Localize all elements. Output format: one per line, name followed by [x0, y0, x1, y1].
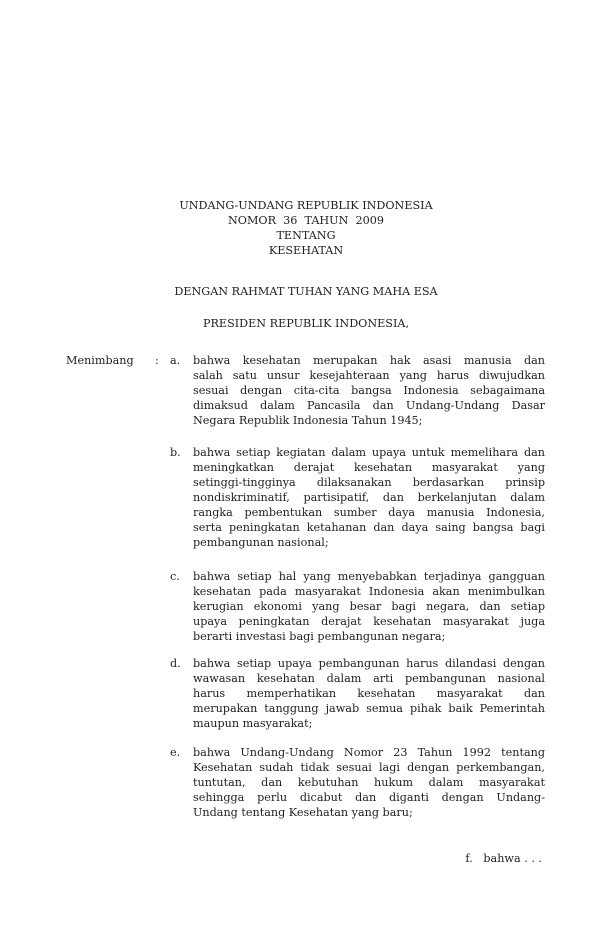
law-subject-line: KESEHATAN — [268, 244, 344, 257]
text-line: dimaksud dalam Pancasila dan Undang-Undang Dasar — [193, 399, 545, 412]
text-line: merupakan tanggung jawab semua pihak baik Pemerintah — [193, 702, 545, 715]
text-line: wawasan kesehatan dalam arti pembangunan nasional — [193, 672, 545, 685]
text-line: setinggi-tingginya dilaksanakan berdasarkan prinsip — [193, 476, 545, 489]
text-line: harus memperhatikan kesehatan masyarakat dan — [193, 687, 545, 700]
consideration-item-b — [170, 445, 545, 550]
text-line: bahwa Undang-Undang Nomor 23 Tahun 1992 tentang — [193, 746, 545, 759]
text-line: Kesehatan sudah tidak sesuai lagi dengan perkembangan, — [193, 761, 545, 774]
item-text — [193, 569, 545, 644]
text-line: salah satu unsur kesejahteraan yang harus diwujudkan — [193, 369, 545, 382]
item-text — [193, 445, 545, 550]
invocation: DENGAN RAHMAT TUHAN YANG MAHA ESA — [174, 285, 438, 298]
item-letter: c. — [170, 570, 180, 583]
page-continuation: f. bahwa . . . — [465, 852, 542, 865]
item-text — [193, 745, 545, 820]
text-line: kerugian ekonomi yang besar bagi negara, dan setiap — [193, 600, 545, 613]
text-line: pembangunan nasional; — [193, 536, 329, 549]
law-title-line: UNDANG-UNDANG REPUBLIK INDONESIA — [179, 199, 433, 212]
consideration-item-c — [170, 569, 545, 644]
text-line: meningkatkan derajat kesehatan masyarakat yang — [193, 461, 545, 474]
law-about-line: TENTANG — [276, 229, 336, 242]
text-line: maupun masyarakat; — [193, 717, 313, 730]
item-letter: d. — [170, 657, 181, 670]
text-line: rangka pembentukan sumber daya manusia Indonesia, — [193, 506, 545, 519]
menimbang-label: Menimbang — [66, 354, 134, 367]
item-letter: e. — [170, 746, 181, 759]
text-line: upaya peningkatan derajat kesehatan masyarakat juga — [193, 615, 545, 628]
item-text — [193, 353, 545, 428]
text-line: Undang tentang Kesehatan yang baru; — [193, 806, 413, 819]
text-line: sehingga perlu dicabut dan diganti dengan Undang- — [193, 791, 545, 804]
text-line: serta peningkatan ketahanan dan daya saing bangsa bagi — [193, 521, 545, 534]
item-letter: b. — [170, 446, 181, 459]
consideration-item-e — [170, 745, 545, 820]
text-line: kesehatan pada masyarakat Indonesia akan menimbulkan — [193, 585, 545, 598]
text-line: berarti investasi bagi pembangunan negara; — [193, 630, 446, 643]
item-letter: a. — [170, 354, 181, 367]
text-line: bahwa kesehatan merupakan hak asasi manusia dan — [193, 354, 545, 367]
consideration-item-d — [170, 656, 545, 731]
menimbang-colon: : — [155, 354, 159, 367]
text-line: bahwa setiap upaya pembangunan harus dilandasi dengan — [193, 657, 545, 670]
text-line: bahwa setiap kegiatan dalam upaya untuk memelihara dan — [193, 446, 545, 459]
text-line: sesuai dengan cita-cita bangsa Indonesia sebagaimana — [193, 384, 545, 397]
consideration-item-a — [170, 353, 545, 428]
president-line: PRESIDEN REPUBLIK INDONESIA, — [202, 317, 410, 330]
text-line: nondiskriminatif, partisipatif, dan berkelanjutan dalam — [193, 491, 545, 504]
text-line: tuntutan, dan kebutuhan hukum dalam masyarakat — [193, 776, 545, 789]
text-line: bahwa setiap hal yang menyebabkan terjadinya gangguan — [193, 570, 545, 583]
text-line: Negara Republik Indonesia Tahun 1945; — [193, 414, 423, 427]
law-title-block — [0, 198, 612, 258]
item-text — [193, 656, 545, 731]
law-number-line: NOMOR 36 TAHUN 2009 — [228, 214, 384, 227]
